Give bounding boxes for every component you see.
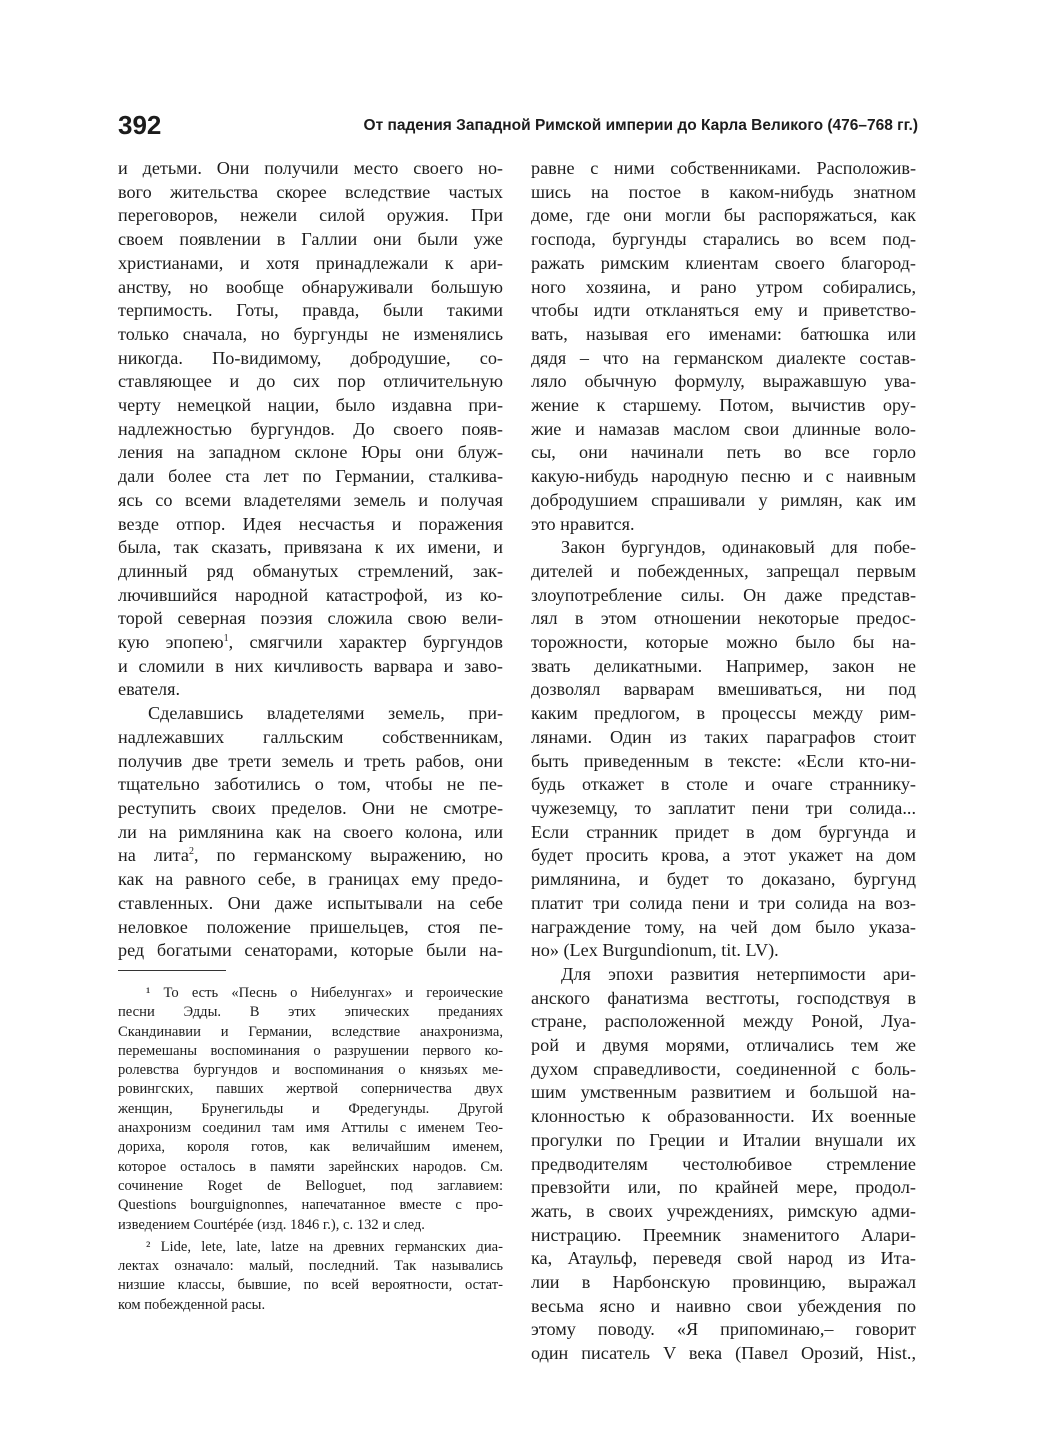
text-line: будь откажет в столе и очаге страннику- bbox=[531, 774, 916, 795]
text-line: добродушием спрашивали у римлян, как им bbox=[531, 489, 916, 510]
text-line: прогулки по Греции и Италии внушали их bbox=[531, 1129, 916, 1150]
text-line: длинный ряд обманутых стремлений, зак- bbox=[118, 560, 503, 581]
text-line: римлянина, и будет то доказано, бургунд bbox=[531, 869, 916, 890]
paragraph-start: Для эпохи развития нетерпимости ари- bbox=[561, 963, 916, 984]
footnote-line: Скандинавии и Германии, вследствие анахронизма, bbox=[118, 1023, 503, 1040]
paragraph-start: Закон бургундов, одинаковый для побе- bbox=[561, 537, 916, 558]
text-line: анству, но вообще обнаруживали большую bbox=[118, 276, 503, 297]
text-line: шим умственным развитием и большой на- bbox=[531, 1082, 916, 1103]
text-line: жение к старшему. Потом, вычистив ору- bbox=[531, 395, 916, 416]
text-line: надлежавших галльским собственникам, bbox=[118, 726, 503, 747]
text-line: рой и двумя морями, отличались тем же bbox=[531, 1035, 916, 1056]
text-line: нистрацию. Преемник знаменитого Алари- bbox=[531, 1224, 916, 1245]
text-line: жать, в своих учреждениях, римскую адми- bbox=[531, 1200, 916, 1221]
text-line: но» (Lex Burgundionum, tit. LV). bbox=[531, 940, 779, 961]
text-line: ли на римлянина как на своего колона, или bbox=[118, 821, 503, 842]
text-line: жие и намазав маслом свои длинные воло- bbox=[531, 418, 916, 439]
text-line: чтобы идти откланяться ему и приветство- bbox=[531, 300, 916, 321]
text-line: лючившийся народной катастрофой, из ко- bbox=[118, 584, 503, 605]
text-line: ред богатыми сенаторами, которые были на- bbox=[118, 940, 503, 961]
footnote-line: песни Эдды. В этих эпических преданиях bbox=[118, 1004, 503, 1021]
text-line: своем появлении в Галлии они были уже bbox=[118, 229, 503, 250]
text-line: весьма ясно и наивно свои убеждения по bbox=[531, 1295, 916, 1316]
page-number: 392 bbox=[118, 110, 162, 140]
text-line: терпимость. Готы, правда, были такими bbox=[118, 300, 503, 321]
footnote-line: перемешаны воспоминания о разрушении первого ко- bbox=[118, 1042, 503, 1059]
text-line: духом справедливости, соединенной с боль- bbox=[531, 1058, 916, 1079]
text-line: анского фанатизма вестготы, господствуя в bbox=[531, 987, 916, 1008]
footnote-ref-1[interactable]: 1 bbox=[223, 633, 229, 645]
text-line: евателя. bbox=[118, 679, 181, 700]
text-line: получив две трети земель и треть рабов, они bbox=[118, 750, 503, 771]
footnotes bbox=[118, 984, 503, 1315]
text-line: торой северная поэзия сложила свою вели- bbox=[118, 608, 503, 629]
paragraph-start: Сделавшись владетелями земель, при- bbox=[148, 703, 503, 724]
text-line: дали более ста лет по Германии, сталкива- bbox=[118, 466, 503, 487]
text-line: вого жительства скорее вследствие частых bbox=[118, 181, 503, 202]
text-line: надлежностью бургундов. До своего появ- bbox=[118, 418, 503, 439]
text-fragment: кую эпопею bbox=[118, 632, 224, 653]
footnote-2 bbox=[118, 1238, 503, 1315]
footnote-line: которое осталось в памяти зарейнских народов. См. bbox=[118, 1158, 503, 1175]
text-line: только сначала, но бургунды не изменялись bbox=[118, 323, 503, 344]
footnote-line: ¹ То есть «Песнь о Нибелунгах» и героические bbox=[146, 985, 503, 1001]
text-line: ражать римским клиентам своего благород- bbox=[531, 252, 916, 273]
text-line: тщательно заботились о том, чтобы не пе- bbox=[118, 774, 503, 795]
text-line: шись на постое в каком-нибудь знатном bbox=[531, 181, 916, 202]
right-column bbox=[531, 157, 916, 1366]
text-line: неловкое положение пришельцев, стоя пе- bbox=[118, 916, 503, 937]
text-fragment: , смягчили характер бургундов bbox=[228, 632, 503, 653]
footnote-line: дориха, короля готов, как величайшим именем, bbox=[118, 1139, 503, 1156]
footnote-line: ² Lide, lete, late, latze на древних германских диа- bbox=[146, 1238, 503, 1255]
text-line: лянами. Один из таких параграфов стоит bbox=[531, 726, 916, 747]
text-fragment: на лита bbox=[118, 845, 189, 866]
footnote-line: анахронизм соединил там имя Аттилы с именем Тео- bbox=[118, 1120, 503, 1137]
text-line: ставляющее и до сих пор отличительную bbox=[118, 371, 503, 392]
text-line: черту немецкой нации, было издавна при- bbox=[118, 395, 503, 416]
footnote-line: женщин, Брунегильды и Фредегунды. Другой bbox=[118, 1100, 503, 1117]
text-line: звать деликатными. Например, закон не bbox=[531, 655, 916, 676]
text-line: была, так сказать, привязана к их имени, и bbox=[118, 537, 503, 558]
text-line: Если странник придет в дом бургунда и bbox=[531, 821, 916, 842]
page-header bbox=[118, 108, 918, 148]
footnote-1 bbox=[118, 984, 503, 1235]
text-line: платит три солида пени и три солида на воз- bbox=[531, 892, 916, 913]
text-line: будет просить крова, а этот укажет на дом bbox=[531, 845, 916, 866]
text-line: один писатель V века (Павел Орозий, Hist., bbox=[531, 1343, 916, 1364]
text-line: злоупотребление силы. Он даже представ- bbox=[531, 584, 916, 605]
text-fragment: , по германскому выражению, но bbox=[193, 845, 504, 866]
text-line: награждение тому, на чей дом было указа- bbox=[531, 916, 916, 937]
text-line: реступить своих пределов. Они не смотре- bbox=[118, 797, 503, 818]
text-line: лии в Нарбонскую провинцию, выражал bbox=[531, 1272, 916, 1293]
text-line: сы, они начинали петь во все горло bbox=[531, 442, 916, 463]
footnote-line: сочинение Roget de Belloguet, под заглавием: bbox=[118, 1177, 503, 1194]
text-line: ка, Атаульф, переведя свой народ из Ита- bbox=[531, 1248, 916, 1269]
footnote-line: ком побежденной расы. bbox=[118, 1296, 266, 1313]
text-line: ставленных. Они даже испытывали на себе bbox=[118, 892, 503, 913]
text-line: и сломили в них кичливость варвара и заво- bbox=[118, 655, 503, 676]
text-line: ясь со всеми владетелями земель и получая bbox=[118, 489, 503, 510]
footnote-line: изведением Courtépée (изд. 1846 г.), с. 132 и след. bbox=[118, 1216, 425, 1233]
text-line: дителей и побежденных, запрещал первым bbox=[531, 560, 916, 581]
text-line: каким предлогом, в процессы между рим- bbox=[531, 703, 916, 724]
text-line: ного хозяина, и рано утром собирались, bbox=[531, 276, 916, 297]
text-line: лял в этом отношении некоторые предос- bbox=[531, 608, 916, 629]
text-line: этому поводу. «Я припоминаю,– говорит bbox=[531, 1319, 916, 1340]
text-line: христианами, и хотя принадлежали к ари- bbox=[118, 252, 503, 273]
text-line: никогда. По-видимому, добродушие, со- bbox=[118, 347, 503, 368]
footnote-line: Questions bourguignonnes, напечатанное вместе с про- bbox=[118, 1197, 503, 1214]
text-line: торожности, которые можно было бы на- bbox=[531, 632, 916, 653]
text-line bbox=[118, 844, 503, 868]
text-line: вать, называя его именами: батюшка или bbox=[531, 323, 916, 344]
text-line: какую-нибудь народную песню и с наивным bbox=[531, 466, 916, 487]
text-line: как на равного себе, в границах ему предо- bbox=[118, 869, 503, 890]
text-line: дозволял варварам вмешиваться, ни под bbox=[531, 679, 916, 700]
footnote-ref-2[interactable]: 2 bbox=[188, 846, 194, 858]
text-line: дядя – что на германском диалекте состав- bbox=[531, 347, 916, 368]
left-column bbox=[118, 157, 503, 963]
text-line: превзойти или, по крайней мере, продол- bbox=[531, 1177, 916, 1198]
text-line: господа, бургунды старались во всем под- bbox=[531, 229, 916, 250]
text-line: и детьми. Они получили место своего но- bbox=[118, 158, 503, 178]
text-line: везде отпор. Идея несчастья и поражения bbox=[118, 513, 503, 534]
text-line: доме, где они могли бы распоряжаться, как bbox=[531, 205, 916, 226]
text-line: быть приведенным в тексте: «Если кто-ни- bbox=[531, 750, 916, 771]
text-line: переговоров, нежели силой оружия. При bbox=[118, 205, 503, 226]
footnote-line: низшие классы, бывшие, по всей вероятности, остат- bbox=[118, 1277, 503, 1294]
footnote-divider bbox=[118, 970, 226, 971]
footnote-line: ролевства бургундов и воспоминания о князьях ме- bbox=[118, 1062, 503, 1079]
text-line: равне с ними собственниками. Расположив- bbox=[531, 158, 916, 178]
footnote-line: ровингских, павших жертвой соперничества двух bbox=[118, 1081, 503, 1098]
text-line: чужеземцу, то заплатит пени три солида... bbox=[531, 797, 916, 818]
text-line: это нравится. bbox=[531, 513, 635, 534]
text-line: предводителям честолюбивое стремление bbox=[531, 1153, 916, 1174]
text-line: стране, расположенной между Роной, Луа- bbox=[531, 1011, 916, 1032]
running-title: От падения Западной Римской империи до Карла Великого (476–768 гг.) bbox=[363, 117, 918, 134]
text-line bbox=[118, 631, 503, 655]
footnote-line: лектах означало: малый, последний. Так назывались bbox=[118, 1258, 503, 1275]
text-line: ляло обычную формулу, выражавшую ува- bbox=[531, 371, 916, 392]
text-line: клонностью к образованности. Их военные bbox=[531, 1106, 916, 1127]
text-line: ления на западном склоне Юры они блуж- bbox=[118, 442, 503, 463]
